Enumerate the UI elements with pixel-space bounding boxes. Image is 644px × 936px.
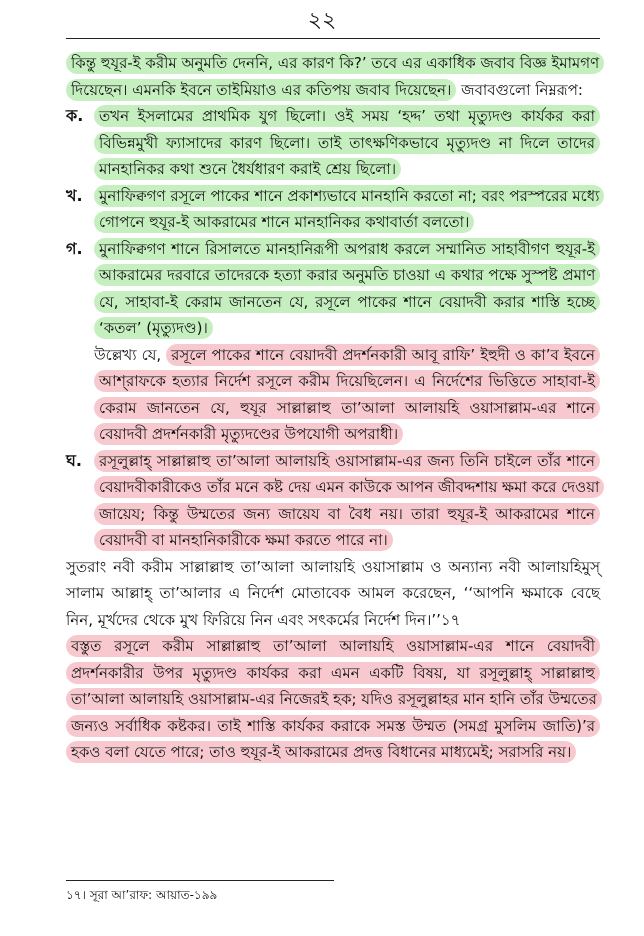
text-segment: জবাবগুলো নিম্নরূপ: (456, 80, 583, 99)
paragraph-ka (66, 103, 600, 183)
highlighted-text: তখন ইসলামের প্রাথমিক যুগ ছিলো। ওই সময় ‘হদ্দ’ তথা মৃত্যুদণ্ড কার্যকর করা বিভিন্নমুখী ফ্যাসাদের কারণ ছিলো। তাই তাৎক্ষণিকভাবে মৃত্যুদণ্ড না দিলে তাদের মানহানিকর কথা শুনে ধৈর্যধারণ করাই শ্রেয় ছিলো। (94, 105, 600, 180)
list-marker: ঘ. (66, 450, 82, 470)
footnote-rule (66, 880, 334, 881)
paragraph-ga (66, 236, 600, 342)
list-marker: খ. (66, 185, 83, 205)
highlighted-text: রসূলে পাকের শানে বেয়াদবী প্রদর্শনকারী আবূ রাফি’ ইহুদী ও কা’ব ইবনে আশ্‌রাফকে হত্যার নির্দেশ রসূলে করীম দিয়েছিলেন। এ নির্দেশের ভিত্তিতে সাহাবা-ই কেরাম জানতেন যে, হুযূর সাল্লাল্লাহু তা’আলা আলায়হি ওয়াসাল্লাম-এর শানে বেয়াদবী প্রদর্শনকারী মৃত্যুদণ্ডের উপযোগী অপরাধী। (94, 344, 600, 446)
list-marker: গ. (66, 238, 83, 258)
paragraph-hence (66, 554, 600, 634)
highlighted-text: মুনাফিক্বগণ রসূলে পাকের শানে প্রকাশ্যভাবে মানহানি করতো না; বরং পরস্পরের মধ্যে গোপনে হুযূর-ই আকরামের শানে মানহানিকর কথাবার্তা বলতো। (94, 185, 604, 234)
page-number: ২২ (307, 8, 337, 33)
page-body (66, 50, 600, 766)
highlighted-text: কিন্তু হুযূর-ই করীম অনুমতি দেননি, এর কারণ কি?’ তবে এর একাধিক জবাব বিজ্ঞ ইমামগণ দিয়েছেন। এমনকি ইবনে তাইমিয়াও এর কতিপয় জবাব দিয়েছেন। (66, 52, 604, 101)
header-rule (66, 38, 600, 39)
paragraph-intro (66, 50, 600, 103)
text-segment: সুতরাং নবী করীম সাল্লাল্লাহু তা’আলা আলায়হি ওয়াসাল্লাম ও অন্যান্য নবী আলায়হিমুস্‌ সালাম আল্লাহ্‌ তা’আলার এ নির্দেশ মোতাবেক আমল করেছেন, ‘‘আপনি ক্ষমাকে বেছে নিন, মূর্খদের থেকে মুখ ফিরিয়ে নিন এবং সৎকর্মের নির্দেশ দিন।’’১৭ (66, 557, 600, 629)
paragraph-note (66, 342, 600, 448)
paragraph-gha (66, 448, 600, 554)
highlighted-text: রসূলুল্লাহ্‌ সাল্লাল্লাহু তা’আলা আলায়হি ওয়াসাল্লাম-এর জন্য তিনি চাইলে তাঁর শানে বেয়াদবীকারীকেও তাঁর মনে কষ্ট দেয় এমন কাউকে আপন জীবদ্দশায় ক্ষমা করে দেওয়া জায়েয; কিন্তু উম্মতের জন্য জায়েয বা বৈধ নয়। তারা হুযূর-ই আকরামের শানে বেয়াদবী বা মানহানিকারীকে ক্ষমা করতে পারে না। (94, 450, 604, 552)
paragraph-kha (66, 183, 600, 236)
list-marker: ক. (66, 106, 84, 125)
footnote: ১৭। সূরা আ’রাফ: আয়াত-১৯৯ (66, 888, 218, 902)
highlighted-text: বস্তুত রসূলে করীম সাল্লাল্লাহু তা’আলা আলায়হি ওয়াসাল্লাম-এর শানে বেয়াদবী প্রদর্শনকারীর উপর মৃত্যুদণ্ড কার্যকর করা এমন একটি বিষয়, যা রসূলুল্লাহ্‌ সাল্লাল্লাহু তা’আলা আলায়হি ওয়াসাল্লাম-এর নিজেরই হক; যদিও রসূলুল্লাহর মান হানি তাঁর উম্মতের জন্যও সর্বাধিক কষ্টকর। তাই শাস্তি কার্যকর করাকে সমস্ত উম্মত (সমগ্র মুসলিম জাতি)’র হকও বলা যেতে পারে; তাও হুযূর-ই আকরামের প্রদত্ত বিধানের মাধ্যমেই; সরাসরি নয়। (66, 635, 602, 763)
highlighted-text: মুনাফিক্বগণ শানে রিসালতে মানহানিরূপী অপরাধ করলে সম্মানিত সাহাবীগণ হুযূর-ই আকরামের দরবারে তাদেরকে হত্যা করার অনুমতি চাওয়া এ কথার পক্ষে সুস্পষ্ট প্রমাণ যে, সাহাবা-ই কেরাম জানতেন যে, রসূলে পাকের শানে বেয়াদবী করার শাস্তি হচ্ছে ‘কতল’ (মৃত্যুদণ্ড)। (94, 238, 600, 340)
text-segment: উল্লেখ্য যে, (94, 345, 167, 364)
paragraph-conclusion (66, 633, 600, 766)
